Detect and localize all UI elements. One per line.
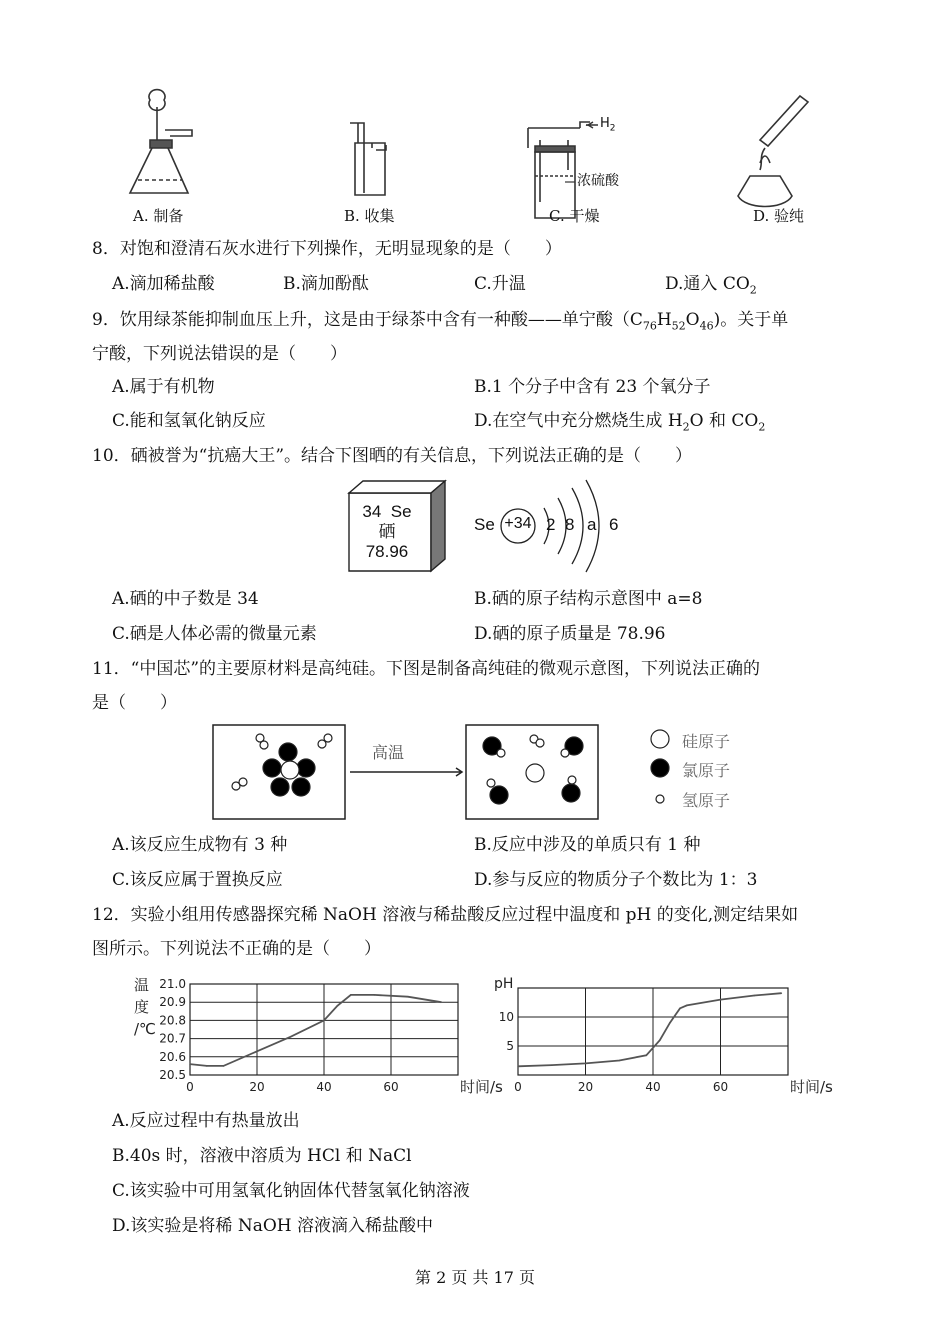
data-point [753, 995, 755, 997]
x-axis-label: 时间/s [460, 1078, 503, 1096]
q12-option-c: C.该实验中可用氢氧化钠固体代替氢氧化钠溶液 [112, 1181, 470, 1201]
apparatus-figure [110, 88, 830, 233]
data-point [350, 994, 352, 996]
y-tick-label: 20.9 [159, 995, 186, 1010]
data-point [440, 1001, 442, 1003]
data-point [517, 1066, 519, 1068]
q9-option-d: D.在空气中充分燃烧生成 $H_2O$ 和 $CO_2$ [474, 411, 766, 434]
y-tick-label: 21.0 [159, 977, 186, 991]
y-tick-label: 20.7 [159, 1031, 186, 1046]
apparatus-label-b: B. 收集 [344, 207, 395, 225]
q8-option-a: A.滴加稀盐酸 [112, 274, 215, 294]
q8-option-d: D.通入 $CO_2$ [665, 274, 757, 297]
series-line [518, 993, 781, 1066]
shell-2-count: 8 [565, 515, 575, 534]
y-tick-label: 20.6 [159, 1049, 186, 1064]
y-tick-label: 10 [498, 1010, 514, 1024]
question-9-stem-line2: 宁酸，下列说法错误的是（ ） [92, 344, 347, 364]
x-tick-label: 40 [316, 1080, 332, 1094]
data-point [686, 1005, 688, 1007]
q9-option-b: B.1 个分子中含有 23 个氧分子 [474, 377, 711, 397]
y-tick-label: 20.5 [159, 1068, 186, 1082]
x-tick-label: 0 [514, 1080, 522, 1094]
q12-option-d: D.该实验是将稀 NaOH 溶液滴入稀盐酸中 [112, 1216, 434, 1236]
data-point [223, 1065, 225, 1067]
apparatus-label-a: A. 制备 [133, 207, 184, 225]
data-point [551, 1064, 553, 1066]
data-point [206, 1065, 208, 1067]
y-tick-label: 5 [506, 1039, 514, 1053]
data-point [256, 1051, 258, 1053]
shell-4-count: 6 [609, 515, 619, 534]
y-axis-label: pH [494, 976, 514, 992]
ph-chart [488, 972, 833, 1097]
q11-option-b: B.反应中涉及的单质只有 1 种 [474, 835, 701, 855]
x-tick-label: 60 [712, 1080, 729, 1094]
question-11-stem-line2: 是（ ） [92, 693, 177, 713]
x-tick-label: 0 [186, 1080, 194, 1094]
q10-option-b: B.硒的原子结构示意图中 a=8 [474, 589, 703, 609]
reaction-diagram [210, 722, 760, 822]
question-11-stem-line1: 11．“中国芯”的主要原材料是高纯硅。下图是制备高纯硅的微观示意图，下列说法正确的 [92, 659, 761, 679]
h2-arrow-icon [588, 122, 598, 128]
data-point [669, 1022, 671, 1024]
collection-bottle-drawing [350, 123, 386, 195]
reactant-molecules [232, 734, 332, 796]
x-tick-label: 60 [383, 1080, 399, 1094]
x-tick-label: 20 [577, 1080, 594, 1094]
q10-option-c: C.硒是人体必需的微量元素 [112, 624, 317, 644]
q12-option-a: A.反应过程中有热量放出 [112, 1111, 300, 1131]
legend-hydrogen: 氢原子 [682, 791, 731, 810]
question-10-stem: 10．硒被誉为“抗癌大王”。结合下图晒的有关信息，下列说法正确的是（ ） [92, 446, 693, 466]
test-tube-lamp-drawing [738, 96, 808, 207]
data-point [720, 999, 722, 1001]
data-point [780, 992, 782, 994]
h2-label: $H_2$ [600, 116, 616, 134]
data-point [337, 1005, 339, 1007]
atom-symbol: Se [474, 515, 495, 534]
x-axis-label: 时间/s [790, 1078, 833, 1096]
flask-apparatus-drawing [130, 90, 192, 193]
data-point [645, 1054, 647, 1056]
question-8-stem: 8．对饱和澄清石灰水进行下列操作，无明显现象的是（ ） [92, 239, 562, 259]
product-molecules [483, 735, 583, 804]
data-point [679, 1008, 681, 1010]
apparatus-label-c: C. 干燥 [549, 207, 600, 225]
shell-1-count: 2 [546, 515, 556, 534]
q10-option-d: D.硒的原子质量是 78.96 [474, 624, 666, 644]
data-point [189, 1063, 191, 1065]
legend-symbols [651, 730, 669, 803]
arrow-label: 高温 [372, 743, 405, 762]
data-point [323, 1020, 325, 1022]
q11-option-c: C.该反应属于置换反应 [112, 870, 283, 890]
legend-chlorine: 氯原子 [682, 761, 731, 780]
q11-option-a: A.该反应生成物有 3 种 [112, 835, 288, 855]
question-12-stem-line2: 图所示。下列说法不正确的是（ ） [92, 939, 381, 959]
y-axis-label-char: /℃ [134, 1020, 156, 1038]
q11-option-d: D.参与反应的物质分子个数比为 1：3 [474, 870, 758, 890]
q8-option-b: B.滴加酚酞 [283, 274, 369, 294]
y-axis-label-char: 度 [134, 998, 150, 1016]
atom-nucleus-charge: +34 [504, 515, 532, 532]
question-9-stem-line1: 9．饮用绿茶能抑制血压上升，这是由于绿茶中含有一种酸——单宁酸$(C_{76}H_{52}O_{46})$。关于单 [92, 310, 789, 333]
series-line [190, 995, 441, 1066]
data-point [407, 996, 409, 998]
legend-silicon: 硅原子 [682, 732, 731, 751]
data-point [659, 1039, 661, 1041]
apparatus-label-d: D. 验纯 [753, 207, 805, 225]
element-card-text: 34 Se 硒 78.96 [362, 502, 412, 561]
y-axis-label-char: 温 [134, 976, 150, 994]
q9-option-a: A.属于有机物 [112, 377, 215, 397]
shell-3-count: a [587, 515, 597, 534]
y-tick-label: 20.8 [159, 1013, 186, 1028]
q9-option-c: C.能和氢氧化钠反应 [112, 411, 266, 431]
x-tick-label: 40 [645, 1080, 661, 1094]
data-point [373, 994, 375, 996]
question-12-stem-line1: 12．实验小组用传感器探究稀 NaOH 溶液与稀盐酸反应过程中温度和 pH 的变化,测定结果如 [92, 905, 799, 925]
q10-option-a: A.硒的中子数是 34 [112, 589, 259, 609]
page-footer: 第 2 页 共 17 页 [415, 1268, 535, 1287]
q12-option-b: B.40s 时，溶液中溶质为 HCl 和 NaCl [112, 1146, 412, 1166]
temperature-chart [128, 972, 503, 1097]
data-point [585, 1063, 587, 1065]
reaction-arrow-icon [350, 768, 462, 776]
acid-label: 浓硫酸 [577, 173, 619, 189]
x-tick-label: 20 [249, 1080, 265, 1094]
data-point [290, 1036, 292, 1038]
q8-option-c: C.升温 [474, 274, 526, 294]
data-point [618, 1060, 620, 1062]
